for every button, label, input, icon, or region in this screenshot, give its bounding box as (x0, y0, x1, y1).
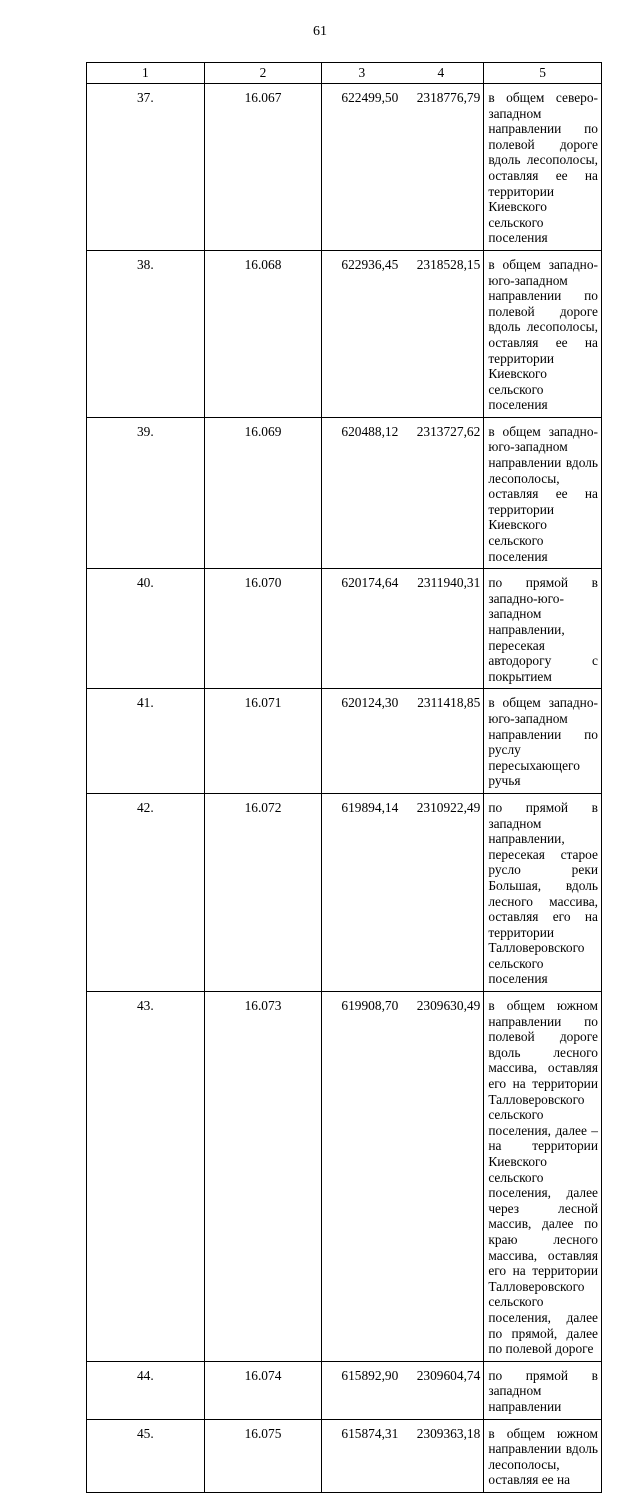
boundary-description: в общем западно-юго-западном направлении по руслу пересыхающего ручья (484, 689, 602, 794)
table-row (87, 689, 602, 794)
header-col-5: 5 (484, 63, 602, 84)
coordinates (322, 793, 484, 991)
coord-y: 2309630,49 (416, 998, 481, 1014)
coord-y: 2309604,74 (416, 1367, 481, 1383)
coord-x: 620124,30 (341, 695, 399, 711)
coordinates (322, 1419, 484, 1492)
header-col-1: 1 (87, 63, 205, 84)
table-row (87, 1361, 602, 1419)
coord-y: 2311940,31 (417, 575, 481, 591)
table-row (87, 992, 602, 1362)
coord-x: 619908,70 (341, 998, 399, 1014)
table-row (87, 417, 602, 568)
point-code: 16.071 (204, 689, 322, 794)
coordinates (322, 569, 484, 689)
point-code: 16.069 (204, 417, 322, 568)
boundary-description: в общем северо-западном направлении по полевой дороге вдоль лесополосы, оставляя ее на территории Киевского сельского поселения (484, 84, 602, 251)
boundary-description: по прямой в западном направлении (484, 1361, 602, 1419)
boundary-description: по прямой в западно-юго-западном направлении, пересекая автодорогу с покрытием (484, 569, 602, 689)
coord-y: 2318528,15 (416, 256, 481, 272)
boundary-description: по прямой в западном направлении, пересекая старое русло реки Большая, вдоль лесного массива, оставляя его на территории Талловеровского сельского поселения (484, 793, 602, 991)
row-number: 42. (87, 793, 205, 991)
boundary-table (86, 62, 602, 1493)
coord-y: 2318776,79 (416, 90, 481, 105)
page-number: 61 (313, 24, 327, 39)
header-col-2: 2 (204, 63, 322, 84)
point-code: 16.067 (204, 84, 322, 251)
row-number: 44. (87, 1361, 205, 1419)
header-col-3: 3 (358, 65, 366, 81)
row-number: 38. (87, 250, 205, 417)
coordinates (322, 84, 484, 251)
coord-y: 2309363,18 (416, 1425, 481, 1441)
point-code: 16.072 (204, 793, 322, 991)
coord-y: 2313727,62 (416, 423, 481, 439)
coordinates (322, 992, 484, 1362)
row-number: 43. (87, 992, 205, 1362)
coord-x: 615874,31 (341, 1425, 399, 1441)
coord-x: 620174,64 (341, 575, 399, 591)
boundary-description: в общем южном направлении по полевой дороге вдоль лесного массива, оставляя его на территории Талловеровского сельского поселения, далее – на территории Киевского сельского поселения, далее через лесной массив, далее по краю лесного массива, оставляя его на территории Талловеровского сельского поселения, далее по прямой, далее по полевой дороге (484, 992, 602, 1362)
point-code: 16.070 (204, 569, 322, 689)
row-number: 40. (87, 569, 205, 689)
coordinates (322, 250, 484, 417)
boundary-description: в общем южном направлении вдоль лесополосы, оставляя ее на (484, 1419, 602, 1492)
row-number: 45. (87, 1419, 205, 1492)
coord-x: 620488,12 (341, 423, 399, 439)
point-code: 16.073 (204, 992, 322, 1362)
point-code: 16.075 (204, 1419, 322, 1492)
header-col-3-4 (322, 63, 484, 84)
table-header-row (87, 63, 602, 84)
boundary-description: в общем западно-юго-западном направлении вдоль лесополосы, оставляя ее на территории Киевского сельского поселения (484, 417, 602, 568)
coord-x: 619894,14 (341, 799, 399, 815)
coord-x: 622499,50 (341, 90, 399, 105)
row-number: 41. (87, 689, 205, 794)
table-row (87, 250, 602, 417)
table-row (87, 569, 602, 689)
coordinates (322, 1361, 484, 1419)
coordinates (322, 689, 484, 794)
coord-x: 615892,90 (341, 1367, 399, 1383)
point-code: 16.068 (204, 250, 322, 417)
header-col-4: 4 (437, 65, 445, 81)
coord-y: 2310922,49 (416, 799, 481, 815)
boundary-description: в общем западно-юго-западном направлении по полевой дороге вдоль лесополосы, оставляя ее на территории Киевского сельского поселения (484, 250, 602, 417)
point-code: 16.074 (204, 1361, 322, 1419)
row-number: 39. (87, 417, 205, 568)
table-row (87, 793, 602, 991)
coordinates (322, 417, 484, 568)
coord-y: 2311418,85 (417, 695, 481, 711)
coord-x: 622936,45 (341, 256, 399, 272)
table-row (87, 84, 602, 251)
row-number: 37. (87, 84, 205, 251)
table-row (87, 1419, 602, 1492)
